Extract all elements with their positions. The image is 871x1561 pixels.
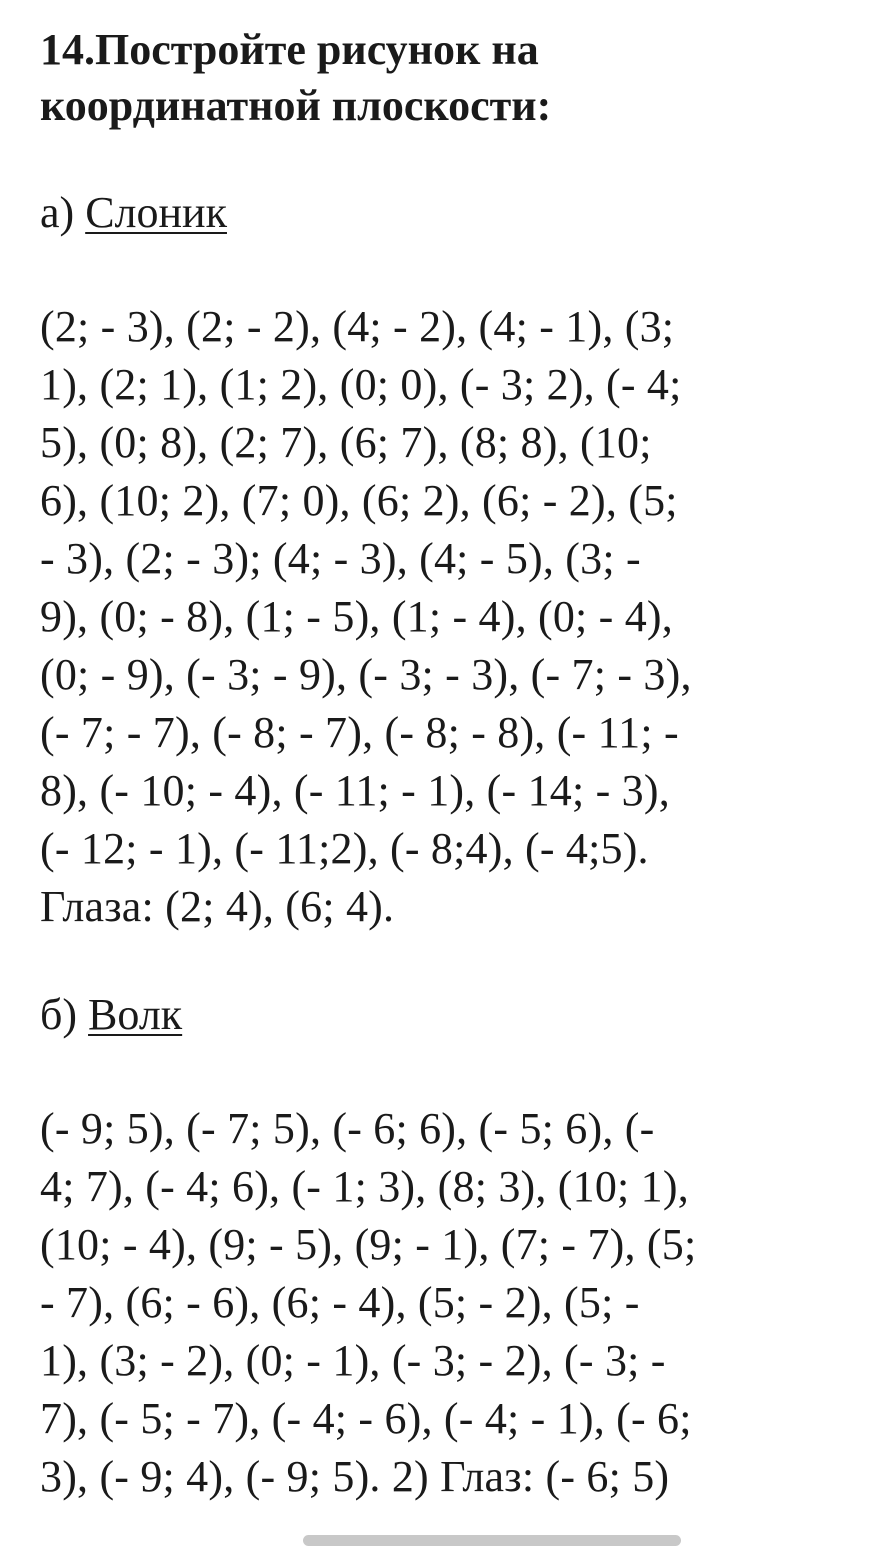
coord-line: (0; - 9), (- 3; - 9), (- 3; - 3), (- 7; - 3), <box>40 650 692 699</box>
scroll-indicator[interactable] <box>303 1535 681 1546</box>
coord-line: 6), (10; 2), (7; 0), (6; 2), (6; - 2), (5; <box>40 476 678 525</box>
section-a-coordinates <box>40 298 840 936</box>
spacer <box>40 134 840 186</box>
eyes-line: Глаза: (2; 4), (6; 4). <box>40 882 395 931</box>
section-a-heading <box>40 186 840 240</box>
section-b-name: Волк <box>88 990 183 1039</box>
coord-line: 4; 7), (- 4; 6), (- 1; 3), (8; 3), (10; 1), <box>40 1162 689 1211</box>
coord-line: 7), (- 5; - 7), (- 4; - 6), (- 4; - 1), (- 6; <box>40 1394 692 1443</box>
coord-line: 1), (3; - 2), (0; - 1), (- 3; - 2), (- 3; - <box>40 1336 666 1385</box>
coord-line: (- 9; 5), (- 7; 5), (- 6; 6), (- 5; 6), (- <box>40 1104 655 1153</box>
task-title-line-2: координатной плоскости: <box>40 81 552 130</box>
coord-line: 8), (- 10; - 4), (- 11; - 1), (- 14; - 3), <box>40 766 670 815</box>
coord-line: 9), (0; - 8), (1; - 5), (1; - 4), (0; - 4), <box>40 592 673 641</box>
section-b-heading <box>40 988 840 1042</box>
coord-line: 3), (- 9; 4), (- 9; 5). 2) Глаз: (- 6; 5) <box>40 1452 670 1501</box>
section-a-prefix: а) <box>40 188 86 237</box>
section-a-name: Слоник <box>85 188 227 237</box>
spacer <box>40 1042 840 1100</box>
coord-line: (- 7; - 7), (- 8; - 7), (- 8; - 8), (- 11; - <box>40 708 679 757</box>
coord-line: (2; - 3), (2; - 2), (4; - 2), (4; - 1), (3; <box>40 302 675 351</box>
section-b-prefix: б) <box>40 990 89 1039</box>
spacer <box>40 936 840 988</box>
coord-line: - 3), (2; - 3); (4; - 3), (4; - 5), (3; - <box>40 534 641 583</box>
coord-line: (- 12; - 1), (- 11;2), (- 8;4), (- 4;5). <box>40 824 649 873</box>
task-title-line-1: 14.Постройте рисунок на <box>40 25 539 74</box>
coord-line: (10; - 4), (9; - 5), (9; - 1), (7; - 7), (5; <box>40 1220 697 1269</box>
spacer <box>40 240 840 298</box>
section-b-coordinates <box>40 1100 840 1506</box>
document-page <box>40 22 840 1506</box>
coord-line: 1), (2; 1), (1; 2), (0; 0), (- 3; 2), (- 4; <box>40 360 682 409</box>
coord-line: 5), (0; 8), (2; 7), (6; 7), (8; 8), (10; <box>40 418 652 467</box>
task-title <box>40 22 840 134</box>
coord-line: - 7), (6; - 6), (6; - 4), (5; - 2), (5; - <box>40 1278 640 1327</box>
